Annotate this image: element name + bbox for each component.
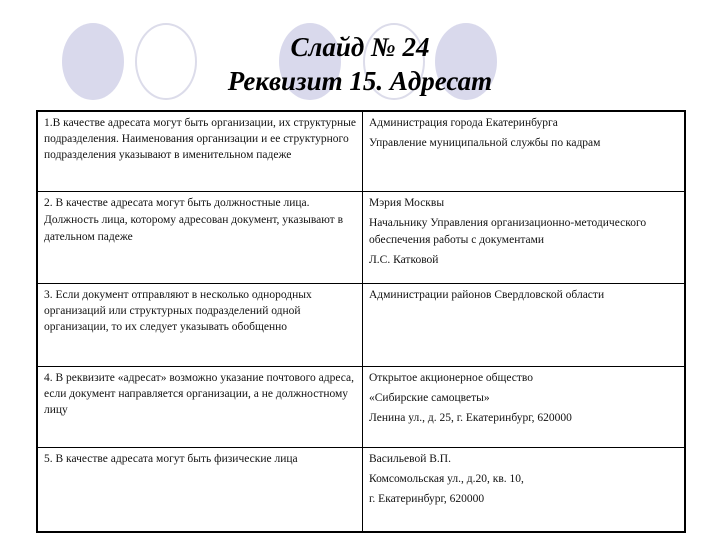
slide-title [0,30,720,98]
example-cell [363,366,686,447]
rule-cell: 4. В реквизите «адресат» возможно указание почтового адреса, если документ направляется организации, а не должностному лицу [37,366,363,447]
example-line: Мэрия Москвы [369,196,445,209]
table-row [37,447,685,532]
example-line: Васильевой В.П. [369,452,451,465]
example-cell [363,111,686,191]
rule-cell: 5. В качестве адресата могут быть физические лица [37,447,363,532]
example-line: Управление муниципальной службы по кадрам [369,137,601,149]
table-row [37,111,685,191]
table-row [37,191,685,283]
example-line: Открытое акционерное общество [369,371,533,384]
rule-cell: 3. Если документ отправляют в несколько однородных организаций или структурных подразделений одной организации, то их следует указывать обобщенно [37,283,363,366]
slide-heading: Реквизит 15. Адресат [227,66,493,96]
table-row [37,283,685,366]
example-line: Ленина ул., д. 25, г. Екатеринбург, 620000 [369,411,572,424]
example-line: Администрация города Екатеринбурга [369,117,558,129]
example-line: Начальнику Управления организационно-методического обеспечения работы с документами [369,216,647,246]
rule-cell: 1.В качестве адресата могут быть организации, их структурные подразделения. Наименования организации и ее структурного подразделения указывают в именительном падеже [37,111,363,191]
rule-cell: 2. В качестве адресата могут быть должностные лица. Должность лица, которому адресован документ, указывают в дательном падеже [37,191,363,283]
example-line: Л.С. Катковой [369,253,439,266]
addressee-table [36,110,686,533]
example-line: г. Екатеринбург, 620000 [369,492,485,505]
example-cell [363,191,686,283]
example-line: Комсомольская ул., д.20, кв. 10, [369,472,524,485]
example-line: «Сибирские самоцветы» [369,391,490,404]
example-line: Администрации районов Свердловской области [369,288,605,301]
table-row [37,366,685,447]
slide-number: Слайд № 24 [290,32,430,62]
example-cell [363,447,686,532]
example-cell [363,283,686,366]
